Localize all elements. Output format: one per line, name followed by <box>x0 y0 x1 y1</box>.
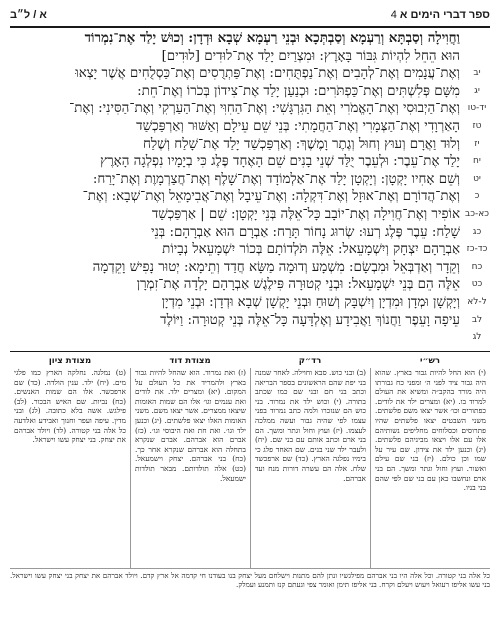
verse-text: וְאֶת־עֲנָמִים וְאֶת־לְהָבִים וְאֶת־נַפְתֻּחִים: וְאֶת־פַּתְרֻסִים וְאֶת־כַּסְלֻחִים אֲשֶׁר יָצְאוּ <box>75 66 460 82</box>
commentary-titles <box>10 356 490 368</box>
verse-line <box>10 30 490 48</box>
verse-number: לג <box>472 332 482 343</box>
bottom-commentary: כל אלה בני קטורה. וכל אלה היו בני אברהם מפילגשיו ונתן להם מתנות וישלחם מעל יצחק בנו בעודנו חי קדמה אל ארץ קדם. ויולד אברהם את יצחק בני יצחק עשו וישראל. בני עשו אליפז רעואל ויעוש ויעלם וקרח. בני אליפז תימן ואומר צפי וגעתם קנז ותמנע ועמלק. <box>10 568 490 600</box>
verse-text: יָלַד אֶת־עֵבֶר: וּלְעֵבֶר יֻלַּד שְׁנֵי בָנִים שֵׁם הָאֶחָד פֶּלֶג כִּי בְיָמָיו נִפְלְגָה הָאָרֶץ <box>100 154 460 170</box>
verse-text: וְלוּד וַאֲרָם וְעוּץ וְחוּל וְגֶתֶר וָמֶשֶׁךְ: וְאַרְפַּכְשַׁד יָלַד אֶת־שָׁלַח וְשֶׁלַח <box>142 136 460 152</box>
commentary-title-metzudat-david: מצודת דוד <box>169 356 211 366</box>
verse-text: הָאַרְוָדִי וְאֶת־הַצְּמָרִי וְאֶת־הַחֲמָתִי: בְּנֵי שֵׁם עֵילָם וְאַשּׁוּר וְאַרְפַּכְשַׁד <box>136 118 460 134</box>
header-title-group <box>387 9 490 21</box>
verse-line <box>10 329 490 347</box>
chapter-ref: א / ל״ב <box>10 9 47 21</box>
verse-number: יז <box>474 138 480 149</box>
verse-line <box>10 153 490 171</box>
verse-number: לב <box>471 314 483 325</box>
page-number: 4 <box>390 9 397 21</box>
main-text <box>10 30 490 352</box>
commentary-radak: (ב) ובני כוש. סבא וחוילה. לאחר שמנה בני יפת שהם הראשונים בספר הבריאה וכתב בני חם ובני שם כמו שכתב בתורה. (י) וכוש ילד את נמרוד. בני כוש הם שנזכרו ולמה כתב נמרוד בפני עצמו לפי שהיה גבור ועשה ממלכה לעצמו. (יז) ועוץ וחול וגתר ומשך. הם בני ארם וכתב אותם עם בני שם. (יח) ולעבר ילד שני בנים. שם האחד פלג כי בימיו נפלגה הארץ. (כד) שם ארפכשד שלח. אלה הם עשרה דורות מנח ועד אברהם. <box>250 368 370 568</box>
verse-line <box>10 241 490 259</box>
verse-text: וְאֶת־הַיְבוּסִי וְאֶת־הָאֱמֹרִי וְאֵת הַגִּרְגָּשִׁי: וְאֶת־הַחִוִּי וְאֶת־הַעַרְקִי וְאֶת־הַסִּינִי: וְאֶת־ <box>69 101 460 117</box>
verse-number: כד-כז <box>466 244 488 255</box>
verse-number: כח <box>471 261 483 272</box>
verse-line <box>10 224 490 242</box>
verse-line <box>10 312 490 330</box>
verse-text: אֵלֶּה הֵם בְּנֵי יִשְׁמָעֵאל: וּבְנֵי קְטוּרָה פִּילֶגֶשׁ אַבְרָהָם יָלְדָה אֶת־זִמְרָן <box>136 277 460 293</box>
verse-number: כ <box>474 191 480 202</box>
verse-line <box>10 118 490 136</box>
verse-number: יד-טו <box>467 103 487 114</box>
verse-line <box>10 276 490 294</box>
verse-text: עֵיפָה וָעֵפֶר וַחֲנוֹךְ וַאֲבִידָע וְאֶלְדָּעָה כָּל־אֵלֶּה בְּנֵי קְטוּרָה: וַיּוֹלֶד <box>160 312 460 328</box>
verse-line <box>10 100 490 118</box>
verse-number: טז <box>472 120 482 131</box>
commentary-title-rashi: רש״י <box>419 356 441 366</box>
verse-line <box>10 259 490 277</box>
verse-line <box>10 294 490 312</box>
verse-line <box>10 136 490 154</box>
verse-line <box>10 65 490 83</box>
verse-number: יט <box>473 173 481 184</box>
commentary-rashi: (י) הוא החל להיות גבור בארץ. שהוא היה גבור ציד לפני ה׳ ומפני כח גבורתו היה מורד בהקב״ה ומשיא את העולם למרוד בו. (יא) ומצרים ילד את לודים. כפתורים וכו׳ אשר יצאו משם פלשתים. משני השבטים יצאו פלשתים שהיו פתרוסים וכסלוחים מחליפים נשותיהם אלו עם אלו ויצאו מביניהם פלשתים. (יג) וכנען ילד את צידון. שם עיר על שמו וכן כולם. (יז) בני שם עילם ואשור. ועוץ וחול וגתר ומשך. הם בני ארם ונחשבו כאן עם בני שם לפי שהם בני בניו. <box>370 368 490 568</box>
verse-number: כג <box>472 226 482 237</box>
verse-number: יח <box>473 156 481 167</box>
commentary-metzudat-david: (ז) ואת נמרוד. הוא שהחל להיות גבור בארץ ולהמריד את כל העולם על המקום. (יא) ומצרים ילד. את לודים ואת ענמים וגו׳ אלו הם שמות האומות שיצאו ממצרים. אשר יצאו משם. משני האומות האלו יצאו פלשתים. (יג) וכנען ילד וגו׳. ואת חת ואת היבוסי וגו׳. (כז) אברם הוא אברהם. אברם שנקרא בתחלה הוא אברהם שנקרא אחר כך. (כח) בני אברהם. יצחק וישמעאל. (כט) אלה תולדותם. מבאר תולדות ישמעאל. <box>130 368 250 568</box>
verse-number: יג <box>474 85 480 96</box>
verse-line <box>10 206 490 224</box>
verse-text: אוֹפִיר וְאֶת־חֲוִילָה וְאֶת־יוֹבָב כָּל־אֵלֶּה בְּנֵי יָקְטָן: שֵׁם | אַרְפַּכְשַׁד <box>151 206 460 222</box>
verse-text: מִשָּׁם פְּלִשְׁתִּים וְאֶת־כַּפְתֹּרִים: וּכְנַעַן יָלַד אֶת־צִידוֹן בְּכֹרוֹ וְאֶת־חֵת: <box>137 83 460 99</box>
commentary-area <box>10 356 490 600</box>
verse-text: הוּא הֵחֵל לִהְיוֹת גִּבּוֹר בָּאָרֶץ: וּמִצְרַיִם יָלַד אֶת־לוּדִים [לוּדִים] <box>161 48 460 64</box>
verse-number: ל-לא <box>467 296 487 307</box>
book-title: ספר דברי הימים א <box>399 9 490 21</box>
commentary-title-radak: רד״ק <box>298 356 322 366</box>
verse-text: וַחֲוִילָה וְסַבְתָּא וְרַעְמָא וְסַבְתְּכָא וּבְנֵי רַעְמָא שְׁבָא וּדְדָן: וְכוּשׁ יָלַד אֶת־נִמְרוֹד <box>84 30 460 46</box>
verse-number: כט <box>471 279 483 290</box>
commentary-columns <box>10 368 490 568</box>
verse-text: וְקֵדָר וְאַדְבְּאֵל וּמִבְשָׂם: מִשְׁמָע וְדוּמָה מַשָּׂא חֲדַד וְתֵימָא: יְטוּר נָפִישׁ וָקֵדְמָה <box>92 259 460 275</box>
verse-line <box>10 188 490 206</box>
verse-number: יב <box>473 68 481 79</box>
commentary-metzudat-zion: (ט) נמלגה. נחלקה הארץ כמו פלגי מים. (יח) ילד. ענין הולדה. (כד) שם ארפכשד. אלו הם שמות האנשים. (כח) נביות. שם האיש הבכור. (לב) פילגש. אשה בלא כתובה. (לג) ובני מדין. עיפה ועפר וחנוך ואבידע ואלדעה כל אלה בני קטורה. (לד) ויולד אברהם את יצחק. בני יצחק עשו וישראל. <box>14 368 126 445</box>
verse-text: וְאֶת־הֲדוֹרָם וְאֶת־אוּזָל וְאֶת־דִּקְלָה: וְאֶת־עֵיבָל וְאֶת־אֲבִימָאֵל וְאֶת־שְׁבָא: וְאֶת־ <box>82 189 460 205</box>
verse-text: וְיָקְשָׁן וּמְדָן וּמִדְיָן וְיִשְׁבָּק וְשׁוּחַ וּבְנֵי יָקְשָׁן שְׁבָא וּדְדָן: וּבְנֵי מִדְיָן <box>161 294 460 310</box>
page-header <box>10 6 490 28</box>
verse-line <box>10 48 490 66</box>
verse-text: אַבְרָהָם יִצְחָק וְיִשְׁמָעֵאל: אֵלֶּה תֹּלְדוֹתָם בְּכוֹר יִשְׁמָעֵאל נְבָיוֹת <box>162 242 460 258</box>
verse-line <box>10 171 490 189</box>
verse-text: שָׁלַח: עֵבֶר פֶּלֶג רְעוּ: שְׂרוּג נָחוֹר תָּרַח: אַבְרָם הוּא אַבְרָהָם: בְּנֵי <box>150 224 460 240</box>
verse-text: וְשֵׁם אָחִיו יָקְטָן: וְיָקְטָן יָלַד אֶת־אַלְמוֹדָד וְאֶת־שָׁלֶף וְאֶת־חֲצַרְמָוֶת וְאֶת־יָרַח: <box>92 171 460 187</box>
verse-line <box>10 83 490 101</box>
commentary-title-metzudat-zion: מצודת ציון <box>48 356 92 366</box>
verse-number: כא-כב <box>465 208 489 219</box>
